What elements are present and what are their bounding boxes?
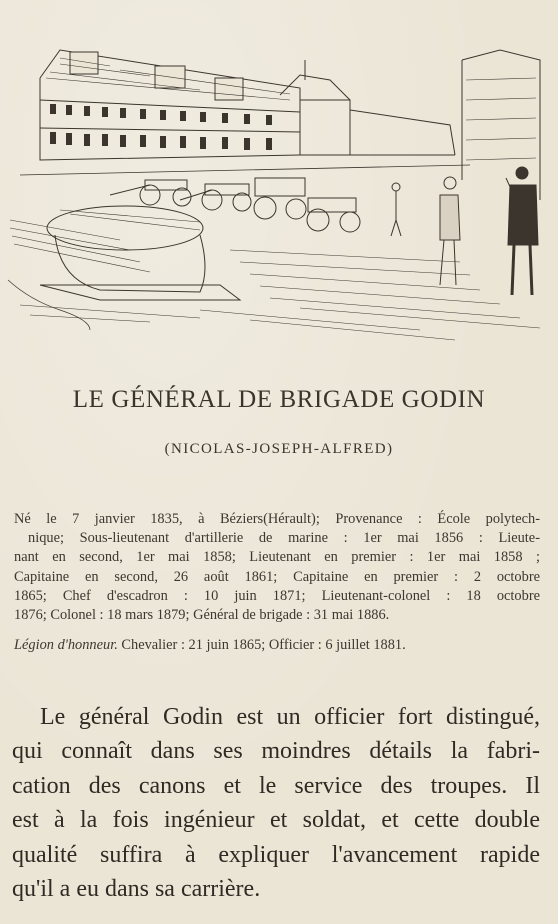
service-record-line: 1876; Colonel : 18 mars 1879; Général de brigade : 31 mai 1886. [14,607,390,624]
paragraph-line: Le général Godin est un officier fort distingué, [40,704,540,730]
service-record-line: nique; Sous-lieutenant d'artillerie de marine : 1er mai 1856 : Lieute- [28,530,540,547]
biography-paragraph [12,700,540,906]
artillery-caissons [110,178,360,232]
service-record-line: nant en second, 1er mai 1858; Lieutenant en premier : 1er mai 1858 ; [14,549,540,566]
service-record-line: Capitaine en second, 26 août 1861; Capitaine en premier : 2 octobre [14,568,540,585]
distant-buildings [280,60,455,155]
fountain-basin [10,206,240,300]
tower [462,50,540,200]
ground-hatching [20,250,540,340]
service-record-line: 1865; Chef d'escadron : 10 juin 1871; Lieutenant-colonel : 18 octobre [14,587,540,604]
paragraph-line: cation des canons et le service des troupes. Il [12,772,540,799]
page-subtitle: (NICOLAS-JOSEPH-ALFRED) [164,441,394,457]
barracks-courtyard-engraving [0,0,558,345]
service-record-line: Né le 7 janvier 1835, à Béziers(Hérault); Provenance : École polytech- [14,511,540,527]
soldier-figures [391,167,538,295]
page-title: LE GÉNÉRAL DE BRIGADE GODIN [72,386,486,413]
paragraph-line: qui connaît dans ses moindres détails la fabri- [12,738,540,765]
paragraph-line: est à la fois ingénieur et soldat, et cette double [12,807,540,834]
honours-text: Chevalier : 21 juin 1865; Officier : 6 juillet 1881. [117,637,406,653]
honours-label: Légion d'honneur. [14,637,118,653]
paragraph-line: qualité suffira à expliquer l'avancement rapide [12,841,540,868]
barracks-building [40,50,300,160]
honours-line [14,637,540,654]
paragraph-line: qu'il a eu dans sa carrière. [12,876,261,903]
service-record [14,510,540,625]
